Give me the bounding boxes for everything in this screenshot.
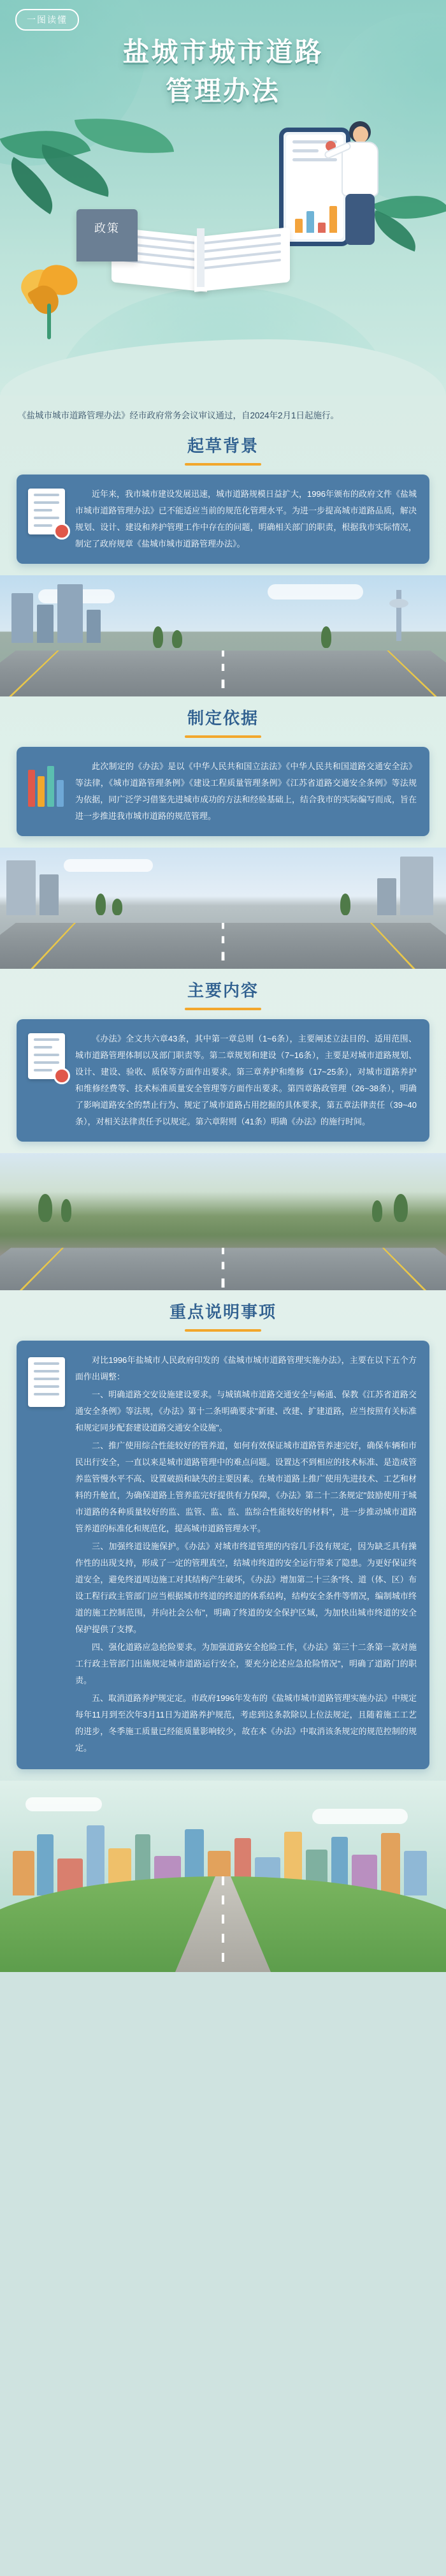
section-panel-background xyxy=(17,475,429,564)
keypoint-item: 二、推广使用综合性能较好的管养道，如何有效保证城市道路管养速完好，确保车辆和市民出行安全，一直以来是城市道路管理中的难点问题。设置达不到相应的技术标准、是造成管养监管慢水平不高、设置破损和缺失的主要因素。在城市道路上推广使用先进技术、工艺和材料的升舱直，为确保道路上管养监完好提供有力保障，《办法》第二十二条规定"鼓励使用于城市道路的各种质量较好的监、监管、监、监、监综合性能较好的材料"，进一步推动城市道路管养道的标准化和规范化，提高城市道路管理水平。 xyxy=(75,1441,417,1533)
books-icon xyxy=(28,761,65,807)
keypoint-item: 一、明确道路交安设施建设要求。与城镇城市道路交通安全与畅通、保教《江苏省道路交通安全条例》等法规，《办法》第十二条明确要求"新建、改建、扩建道路，应当按照有关标准和规定同步配套建设道路交通安全设施"。 xyxy=(75,1390,417,1432)
document-icon xyxy=(28,1033,65,1079)
section-body-basis: 此次制定的《办法》是以《中华人民共和国立法法》《中华人民共和国道路交通安全法》等法律，《城市道路管理条例》《建设工程质量管理条例》《江苏省道路交通安全条例》等法规为依据，同广泛学习借鉴先进城市成功的方法和经验基础上，结合我市的实际编写而成，旨在进一步推进我市城市道路的规范管理。 xyxy=(75,762,417,821)
title-underline xyxy=(185,735,261,738)
photo-green-road xyxy=(0,1153,446,1290)
footer-illustration xyxy=(0,1781,446,1972)
document-icon xyxy=(28,489,65,534)
road-center-line xyxy=(222,1248,225,1290)
person-face xyxy=(353,126,368,143)
placeholder-line xyxy=(292,149,319,152)
person-legs xyxy=(345,194,375,245)
section-title-basis: 制定依据 xyxy=(187,709,259,728)
page-title xyxy=(0,33,446,111)
keypoint-item: 三、加强终道设施保护。《办法》对城市终道管理的内容几手没有规定，因为缺乏具有操作性的出现支持，形成了一定的管理真空，结城市终道的安全运行带来了隐患。为更好保证终道安全，避免终道周边施工对其结构产生破坏，《办法》增加第二十三条"终、道（体、区）布设工程行政主管部门应当根据城市终道的终道的体系结构，结构安全条件等情况，编制城市终道的施工控制范围，并向社会公布"，明确了终道的安全保护区域，为加快出城市终道的安全保护提供了支撑。 xyxy=(75,1542,417,1634)
open-book-illustration xyxy=(112,210,290,287)
tv-tower xyxy=(396,590,401,641)
book-spine xyxy=(197,228,205,287)
footer-road-line xyxy=(222,1876,224,1972)
section-title-keypoints: 重点说明事项 xyxy=(169,1303,277,1322)
page-title-line1: 盐城市城市道路 xyxy=(122,36,324,68)
stamp-icon xyxy=(54,1068,70,1084)
hero-wave-divider xyxy=(0,339,446,395)
keypoint-item: 四、强化道路应急抢险要求。为加强道路安全抢险工作，《办法》第三十二条第一款对施工行政主管部门出施规定城市道路运行安全，要充分论述应急抢险情况"，明确了道路门的职责。 xyxy=(75,1642,417,1685)
book-page-right xyxy=(194,227,290,292)
phone-bar-chart xyxy=(292,202,337,233)
document-icon xyxy=(28,1357,65,1407)
keypoints-intro: 对比1996年盐城市人民政府印发的《盐城市城市道路管理实施办法》，主要在以下五个方面作出调整： xyxy=(75,1355,417,1381)
placeholder-line xyxy=(292,158,337,161)
title-underline xyxy=(185,1008,261,1010)
road-center-line xyxy=(222,651,225,696)
stamp-icon xyxy=(54,523,70,540)
photo-city-street xyxy=(0,848,446,969)
read-tag: 一图读懂 xyxy=(15,9,79,31)
section-title-background: 起草背景 xyxy=(187,437,259,456)
photo-overpass xyxy=(0,575,446,696)
intro-paragraph: 《盐城市城市道路管理办法》经市政府常务会议审议通过，自2024年2月1日起施行。 xyxy=(18,411,340,420)
keypoint-item: 五、取消道路养护规定定。市政府1996年发布的《盐城市城市道路管理实施办法》中规定每年11月到至次年3月11日为道路养护规范，考虑到这条款除以上位法规定，且随着施工工艺的进步，冬季施工质量已经能质量影响较少，故在本《办法》中取消该条规定的规范控制的规定。 xyxy=(75,1693,417,1753)
section-body-background: 近年来，我市城市建设发展迅速，城市道路规模日益扩大，1996年颁布的政府文件《盐城市城市道路管理办法》已不能适应当前的规范化管理水平。为进一步提高城市道路品质，解决规划、设计、建设和养护管理工作中存在的问题，明确相关部门的职责，根据我市实际情况，制定了政府规章《盐城市城市道路管理办法》。 xyxy=(75,489,417,548)
section-panel-basis xyxy=(17,747,429,836)
section-panel-keypoints xyxy=(17,1341,429,1769)
hero-header xyxy=(0,0,446,395)
section-body-main-content: 《办法》全文共六章43条，其中第一章总则（1~6条），主要阐述立法目的、适用范围、城市道路管理体制以及部门职责等。第二章规划和建设（7~16条），主要是对城市道路规划、设计、建设、验收、质保等方面作出要求。第三章养护和维修（17~25条），对城市道路养护和维修经费等、技术标准质量安全管理等方面作出要求。第四章路政管理（26~38条），明确了影响道路安全的禁止行为、规定了城市道路占用挖掘的具体要求，第五章法律责任（39~40条），对相关法律责任予以规定。第六章附则（41条）明确《办法》的施行时间。 xyxy=(75,1034,417,1126)
title-underline xyxy=(185,463,261,466)
policy-card: 政策 xyxy=(76,209,138,261)
content-body xyxy=(0,407,446,1769)
person-illustration xyxy=(338,121,385,249)
road-surface xyxy=(0,923,446,969)
section-panel-main-content xyxy=(17,1019,429,1142)
road-surface xyxy=(0,651,446,696)
flower-illustration xyxy=(14,249,90,325)
section-title-main-content: 主要内容 xyxy=(187,982,259,1001)
title-underline xyxy=(185,1329,261,1332)
road-surface xyxy=(0,1248,446,1290)
road-center-line xyxy=(222,923,225,969)
page-title-line2: 管理办法 xyxy=(165,75,280,107)
